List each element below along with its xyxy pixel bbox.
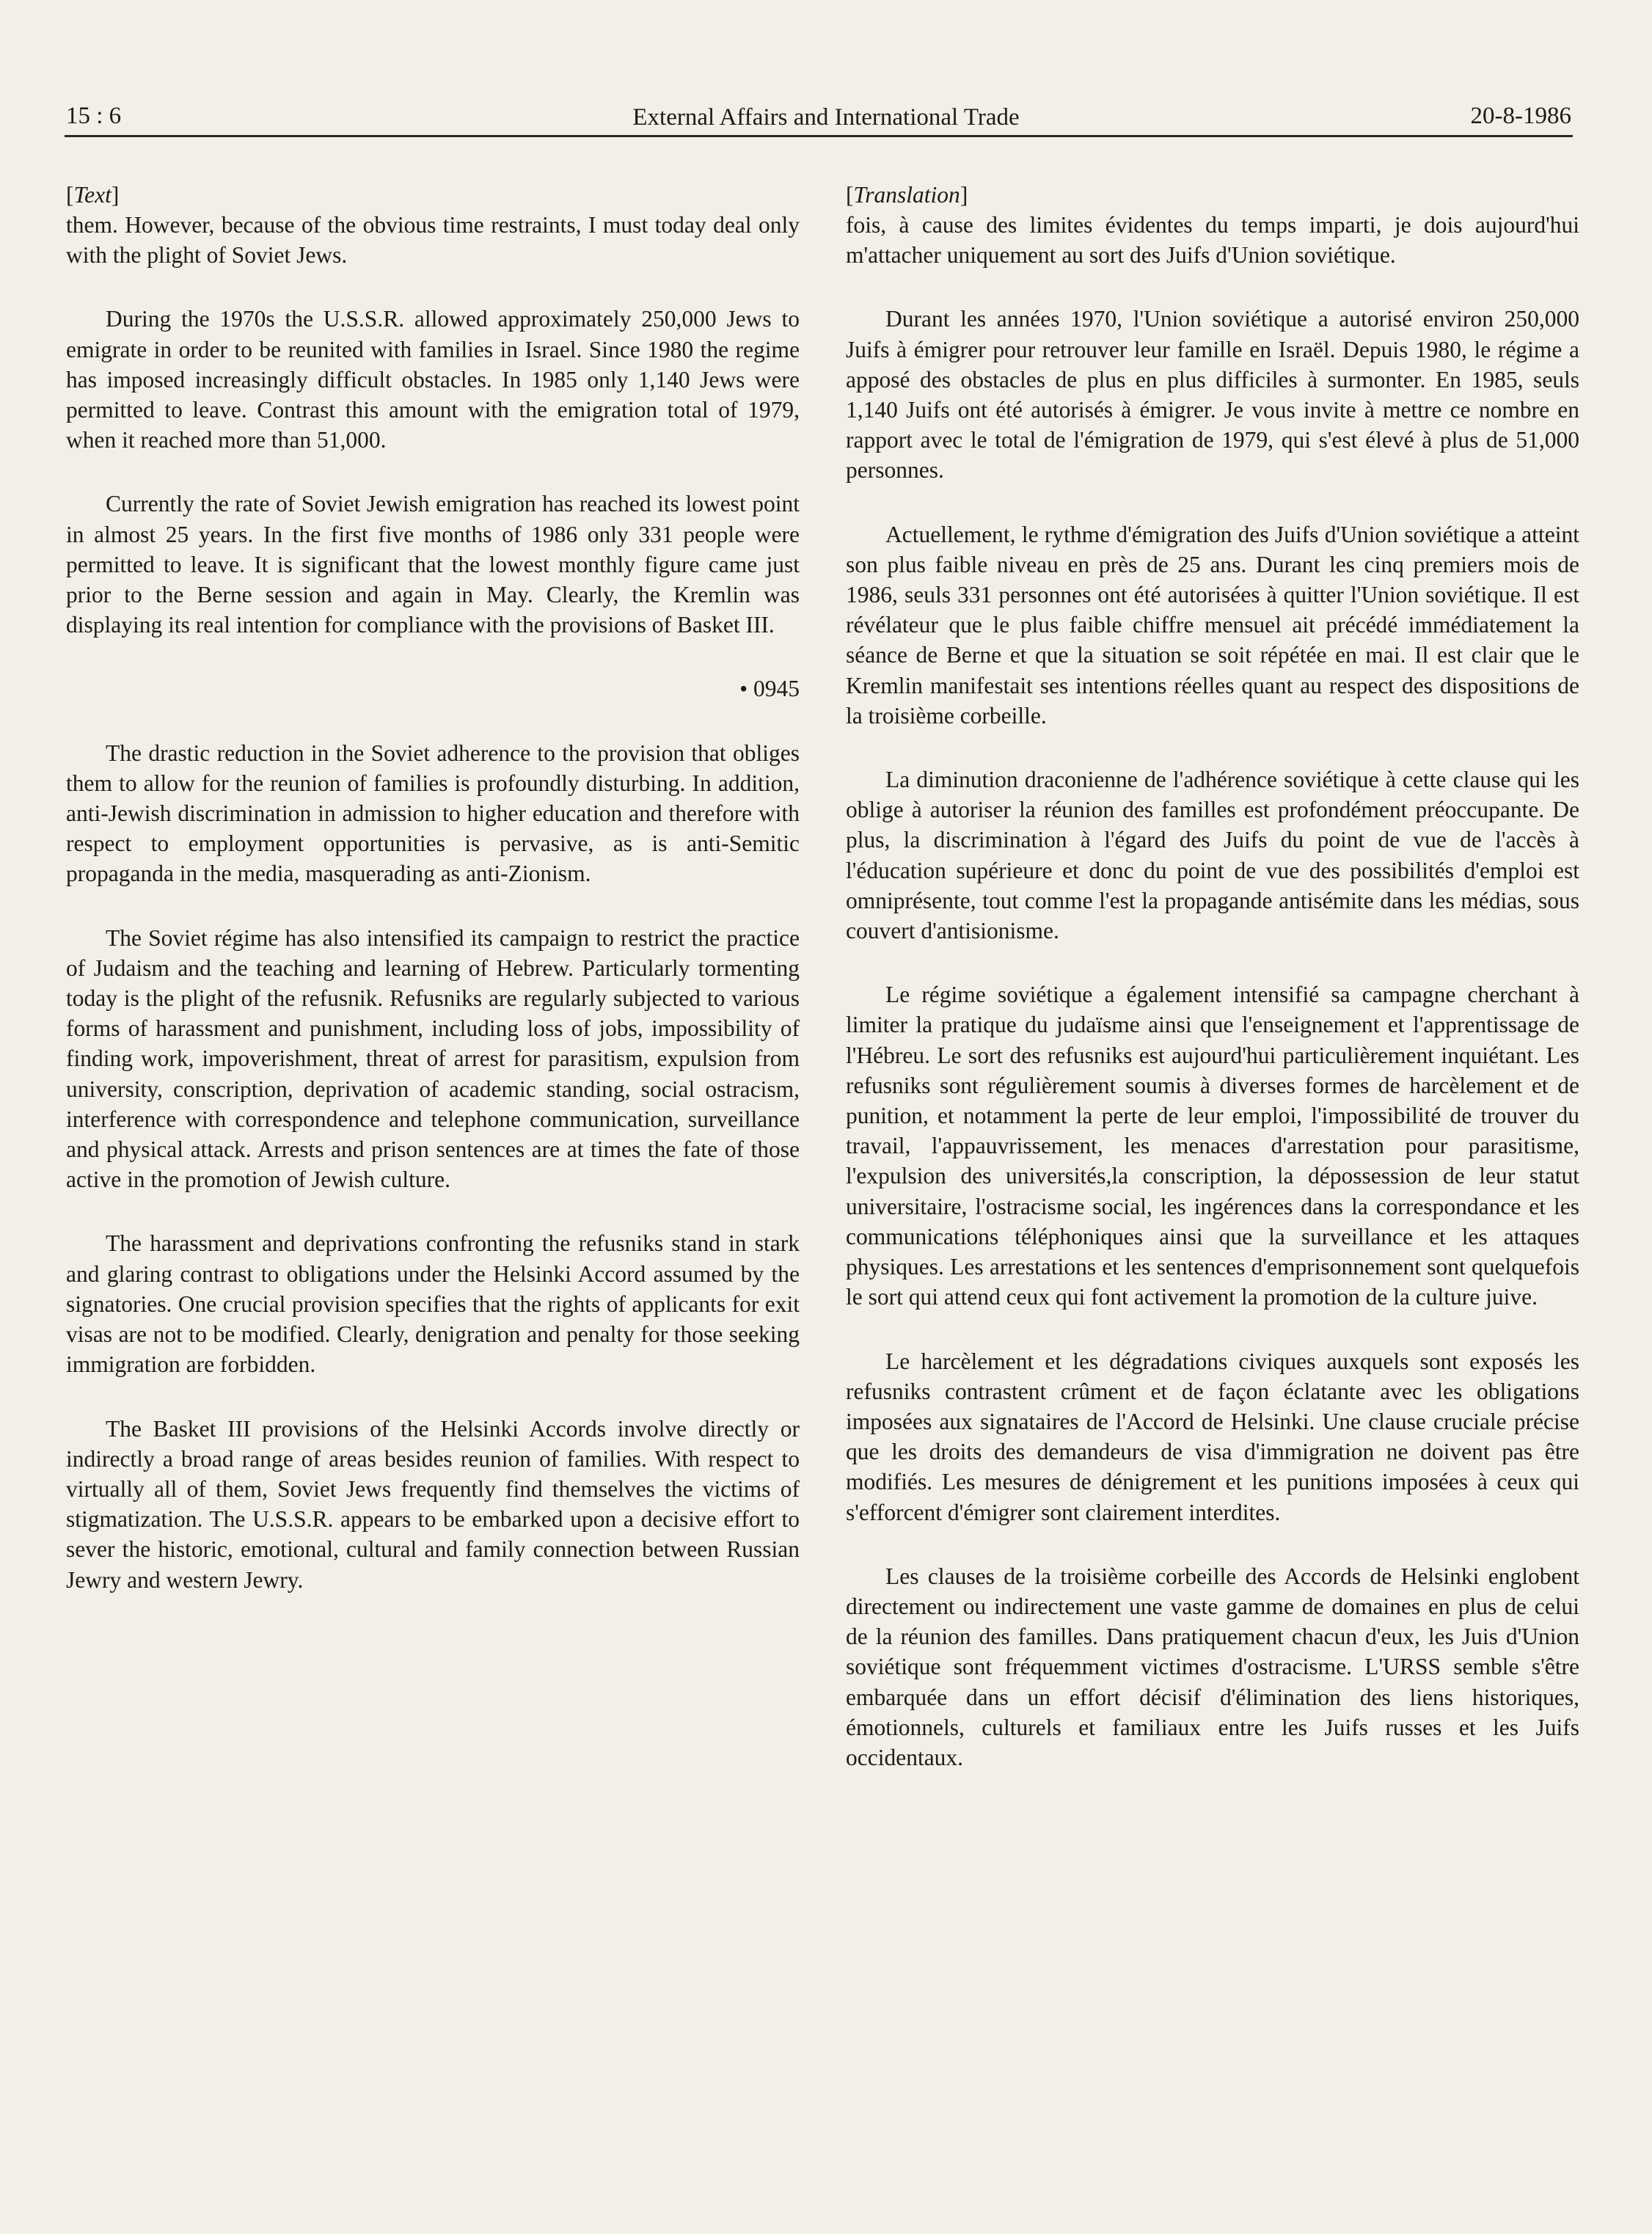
section-tag-translation (846, 180, 1579, 210)
section-tag-text (66, 180, 800, 210)
header-rule (65, 135, 1573, 137)
paragraph: Currently the rate of Soviet Jewish emigration has reached its lowest point in almost 25 years. In the first five months of 1986 only 331 people were permitted to leave. It is significant that the lowest monthly figure came just prior to the Berne session and again in May. Clearly, the Kremlin was displaying its real intention for compliance with the provisions of Basket III. (66, 491, 800, 638)
time-marker: • 0945 (739, 676, 800, 702)
paragraph: Les clauses de la troisième corbeille des Accords de Helsinki englobent directement ou indirectement une vaste gamme de domaines en plus de celui de la réunion des familles. Dans pratiquement chacun d'eux, les Juis d'Union soviétique sont fréquemment victimes d'ostracisme. L'URSS semble s'être embarquée dans un effort décisif d'élimination des liens historiques, émotionnels, culturels et familiaux entre les Juifs russes et les Juifs occidentaux. (846, 1563, 1579, 1770)
running-title: External Affairs and International Trade (632, 104, 1020, 131)
page-date: 20-8-1986 (1470, 103, 1571, 129)
tag-label: Text (73, 182, 112, 208)
paragraph: La diminution draconienne de l'adhérence soviétique à cette clause qui les oblige à autoriser la réunion des familles est profondément préoccupante. De plus, la discrimination à l'égard des Juifs du point de vue de l'accès à l'éducation supérieure et donc du point de vue des possibilités d'emploi est omniprésente, tout comme l'est la propagande antisémite dans les médias, sous couvert d'antisionisme. (846, 767, 1579, 944)
paragraph: The Basket III provisions of the Helsinki Accords involve directly or indirectly a broad range of areas besides reunion of families. With respect to virtually all of them, Soviet Jews frequently find themselves the victims of stigmatization. The U.S.S.R. appears to be embarked upon a decisive effort to sever the historic, emotional, cultural and family connection between Russian Jewry and western Jewry. (66, 1415, 800, 1593)
paragraph: During the 1970s the U.S.S.R. allowed approximately 250,000 Jews to emigrate in order to be reunited with families in Israel. Since 1980 the regime has imposed increasingly difficult obstacles. In 1985 only 1,140 Jews were permitted to leave. Contrast this amount with the emigration total of 1979, when it reached more than 51,000. (66, 306, 800, 453)
tag-label: Translation (853, 182, 960, 208)
paragraph: The drastic reduction in the Soviet adherence to the provision that obliges them to allow for the reunion of families is profoundly disturbing. In addition, anti-Jewish discrimination in admission to higher education and therefore with respect to employment opportunities is pervasive, as is anti-Semitic propaganda in the media, masquerading as anti-Zionism. (66, 740, 800, 887)
french-column (846, 180, 1579, 1806)
paragraph: Actuellement, le rythme d'émigration des Juifs d'Union soviétique a atteint son plus faible niveau en près de 25 ans. Durant les cinq premiers mois de 1986, seuls 331 personnes ont été autorisées à quitter l'Union soviétique. Il est révélateur que le plus faible chiffre mensuel ait précédé immédiatement la séance de Berne et que la situation se soit répétée en mai. Il est clair que le Kremlin manifestait ses intentions réelles quant au respect des dispositions de la troisième corbeille. (846, 521, 1579, 729)
paragraph: The harassment and deprivations confronting the refusniks stand in stark and glaring contrast to obligations under the Helsinki Accord assumed by the signatories. One crucial provision specifies that the rights of applicants for exit visas are not to be modified. Clearly, denigration and penalty for those seeking immigration are forbidden. (66, 1230, 800, 1378)
paragraph: The Soviet régime has also intensified its campaign to restrict the practice of Judaism and the teaching and learning of Hebrew. Particularly tormenting today is the plight of the refusnik. Refusniks are regularly subjected to various forms of harassment and punishment, including loss of jobs, impossibility of finding work, impoverishment, threat of arrest for parasitism, expulsion from university, conscription, deprivation of academic standing, social ostracism, interference with correspondence and telephone communication, surveillance and physical attack. Arrests and prison sentences are at times the fate of those active in the promotion of Jewish culture. (66, 924, 800, 1193)
tag-bracket-open: [ (846, 182, 854, 208)
page-reference: 15 : 6 (66, 103, 122, 129)
paragraph: them. However, because of the obvious time restraints, I must today deal only with the plight of Soviet Jews. (66, 212, 800, 269)
paragraph: Durant les années 1970, l'Union soviétique a autorisé environ 250,000 Juifs à émigrer pour retrouver leur famille en Israël. Depuis 1980, le régime a apposé des obstacles de plus en plus difficiles à surmonter. En 1985, seuls 1,140 Juifs ont été autorisés à émigrer. Je vous invite à mettre ce nombre en rapport avec le total de l'émigration de 1979, qui s'est élevé à plus de 51,000 personnes. (846, 306, 1579, 483)
paragraph: Le harcèlement et les dégradations civiques auxquels sont exposés les refusniks contrastent crûment et de façon éclatante avec les obligations imposées aux signataires de l'Accord de Helsinki. Une clause cruciale précise que les droits des demandeurs de visa d'immigration ne doivent pas être modifiés. Les mesures de dénigrement et les punitions imposées à ceux qui s'efforcent d'émigrer sont clairement interdites. (846, 1348, 1579, 1525)
tag-bracket-open: [ (66, 182, 74, 208)
tag-bracket-close: ] (960, 182, 968, 208)
paragraph: fois, à cause des limites évidentes du temps imparti, je dois aujourd'hui m'attacher uniquement au sort des Juifs d'Union soviétique. (846, 212, 1579, 269)
tag-bracket-close: ] (111, 182, 120, 208)
english-column (66, 180, 800, 1629)
paragraph: Le régime soviétique a également intensifié sa campagne cherchant à limiter la pratique du judaïsme ainsi que l'enseignement et l'apprentissage de l'Hébreu. Le sort des refusniks est aujourd'hui particulièrement inquiétant. Les refusniks sont régulièrement soumis à diverses formes de harcèlement et de punition, et notamment la perte de leur emploi, l'impossibilité de trouver du travail, l'appauvrissement, les menaces d'arrestation pour parasitisme, l'expulsion des universités,la conscription, la dépossession de leur statut universitaire, l'ostracisme social, les ingérences dans la correspondance et les communications téléphoniques ainsi que la surveillance et les attaques physiques. Les arrestations et les sentences d'emprisonnement sont quelquefois le sort qui attend ceux qui font activement la promotion de la culture juive. (846, 982, 1579, 1310)
